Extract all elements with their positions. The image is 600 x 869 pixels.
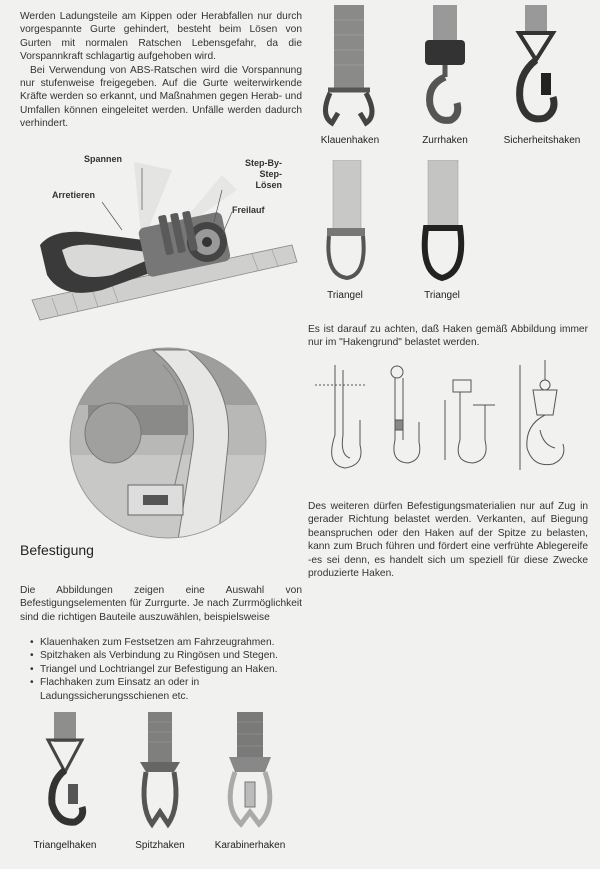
abs-ratchet-illustration (22, 150, 307, 325)
zug-text: Des weiteren dürfen Befestigungsmaterialien nur auf Zug in gerader Richtung belastet werden. Verkanten, auf Biegung beanspruchen oder den Haken auf der Spitze zu belasten, kann zum Bruch führen und fördert eine verfrühte Ablegereife -es sei denn, es handelt sich um speziell für diese Zwecke produzierte Haken. (308, 501, 588, 580)
ratchet-detail-drawing (68, 345, 268, 540)
caption-klauenhaken: Klauenhaken (320, 135, 380, 146)
triangel-2-image (412, 160, 472, 285)
sicherheitshaken-image (505, 5, 565, 133)
klauenhaken-image (320, 5, 380, 133)
label-step-1: Step-By- (244, 158, 282, 168)
hook-technical-drawings (305, 360, 590, 480)
list-item: • Spitzhaken als Verbindung zu Ringösen und Stegen. (28, 649, 303, 662)
caption-spitzhaken: Spitzhaken (135, 840, 185, 851)
caption-zurrhaken: Zurrhaken (422, 135, 468, 146)
label-freilauf: Freilauf (232, 205, 265, 215)
ratchet-detail-circle (68, 345, 268, 540)
intro-paragraph-1: Werden Ladungsteile am Kippen oder Herabfallen nur durch vorgespannte Gurte gehindert, besteht beim Lösen von Gurten mit normalen Ratschen Lebensgefahr, da die Vorspannkraft schlagartig aufgehoben wird. (20, 11, 302, 63)
label-spannen: Spannen (84, 154, 123, 164)
label-arretieren: Arretieren (52, 190, 96, 200)
intro-text (20, 10, 302, 131)
triangel-1-image (315, 160, 375, 285)
intro-paragraph-2: Bei Verwendung von ABS-Ratschen wird die Vorspannung nur stufenweise freigegeben. Auf die Gurte weiterwirkende Kräfte werden so erkannt, und Maßnahmen gegen Herab- und Umfallen können eingeleitet werden. Unfälle werden dadurch verhindert. (20, 64, 302, 130)
caption-triangel-1: Triangel (327, 290, 363, 301)
label-step-by-step (230, 158, 282, 191)
caption-triangel-2: Triangel (424, 290, 460, 301)
list-item: • Klauenhaken zum Festsetzen am Fahrzeugrahmen. (28, 636, 303, 649)
label-step-3: Lösen (255, 180, 282, 190)
befestigung-text: Die Abbildungen zeigen eine Auswahl von Befestigungselementen für Zurrgurte. Je nach Zurrmöglichkeit sind die richtigen Bauteile auszuwählen, beispielsweise (20, 585, 302, 623)
caption-triangelhaken: Triangelhaken (33, 840, 97, 851)
triangelhaken-image (30, 712, 100, 837)
befestigung-list (28, 636, 303, 703)
zurrhaken-image (415, 5, 475, 133)
list-item: • Triangel und Lochtriangel zur Befestigung an Haken. (28, 663, 303, 676)
list-item: • Flachhaken zum Einsatz an oder in Ladungssicherungsschienen etc. (28, 676, 303, 703)
caption-karabinerhaken: Karabinerhaken (214, 840, 286, 851)
section-heading-befestigung: Befestigung (20, 542, 94, 558)
spitzhaken-image (130, 712, 190, 837)
label-step-2: Step- (259, 169, 282, 179)
hakengrund-text: Es ist darauf zu achten, daß Haken gemäß Abbildung immer nur im "Hakengrund" belastet werden. (308, 324, 588, 349)
karabinerhaken-image (215, 712, 285, 837)
caption-sicherheitshaken: Sicherheitshaken (503, 135, 581, 146)
